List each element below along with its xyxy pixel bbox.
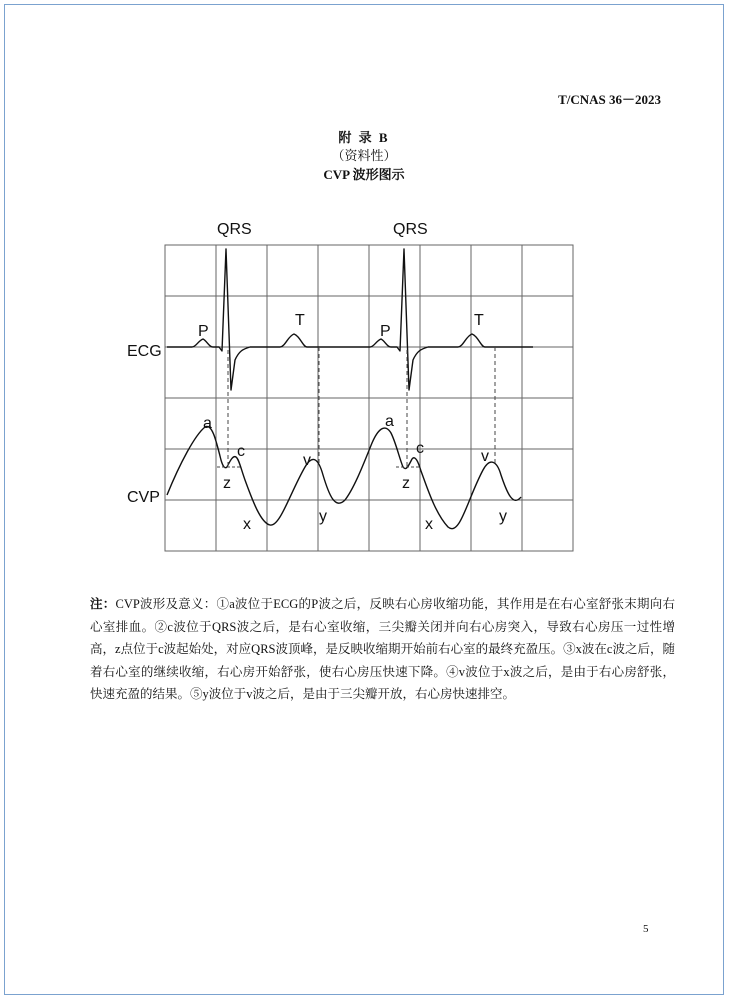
c-wave-label-1: c [237, 443, 245, 460]
qrs-label-1: QRS [217, 221, 252, 238]
y-wave-label-2: y [499, 508, 507, 525]
cvp-trace [167, 426, 521, 528]
v-wave-label-2: v [481, 448, 489, 465]
cvp-waveform-figure [5, 5, 725, 585]
page-number: 5 [643, 923, 649, 935]
y-wave-label-1: y [319, 508, 327, 525]
a-wave-label-2: a [385, 413, 394, 430]
note-text: CVP波形及意义：①a波位于ECG的P波之后，反映右心房收缩功能，其作用是在右心室舒张末期向右心室排血。②c波位于QRS波之后，是右心室收缩，三尖瓣关闭并向右心房突入，导致右心房压一过性增高，z点位于c波起始处，对应QRS波顶峰，是反映收缩期开始前右心室的最终充盈压。③x波在c波之后，随着右心室的继续收缩，右心房开始舒张，使右心房压快速下降。④v波位于x波之后，是由于右心房舒张，快速充盈的结果。⑤y波位于v波之后，是由于三尖瓣开放，右心房快速排空。 [90, 597, 675, 701]
v-wave-label-1: v [303, 452, 311, 469]
qrs-label-2: QRS [393, 221, 428, 238]
x-wave-label-2: x [425, 516, 433, 533]
document-page [4, 4, 724, 995]
p-wave-label-2: P [380, 323, 391, 340]
t-wave-label-2: T [474, 312, 484, 329]
standard-code: T/CNAS 36－2023 [558, 92, 661, 107]
chart-grid [165, 245, 573, 551]
p-wave-label-1: P [198, 323, 209, 340]
figure-title: CVP 波形图示 [323, 167, 405, 182]
note-label: 注： [90, 597, 116, 611]
z-point-label-1: z [223, 475, 231, 492]
cvp-label: CVP [127, 489, 160, 506]
appendix-nature: （资料性） [331, 148, 397, 163]
c-wave-label-2: c [416, 440, 424, 457]
figure-note [90, 593, 675, 706]
a-wave-label-1: a [203, 415, 212, 432]
x-wave-label-1: x [243, 516, 251, 533]
ecg-label: ECG [127, 343, 162, 360]
z-point-label-2: z [402, 475, 410, 492]
appendix-title: 附 录 B [338, 130, 390, 145]
t-wave-label-1: T [295, 312, 305, 329]
